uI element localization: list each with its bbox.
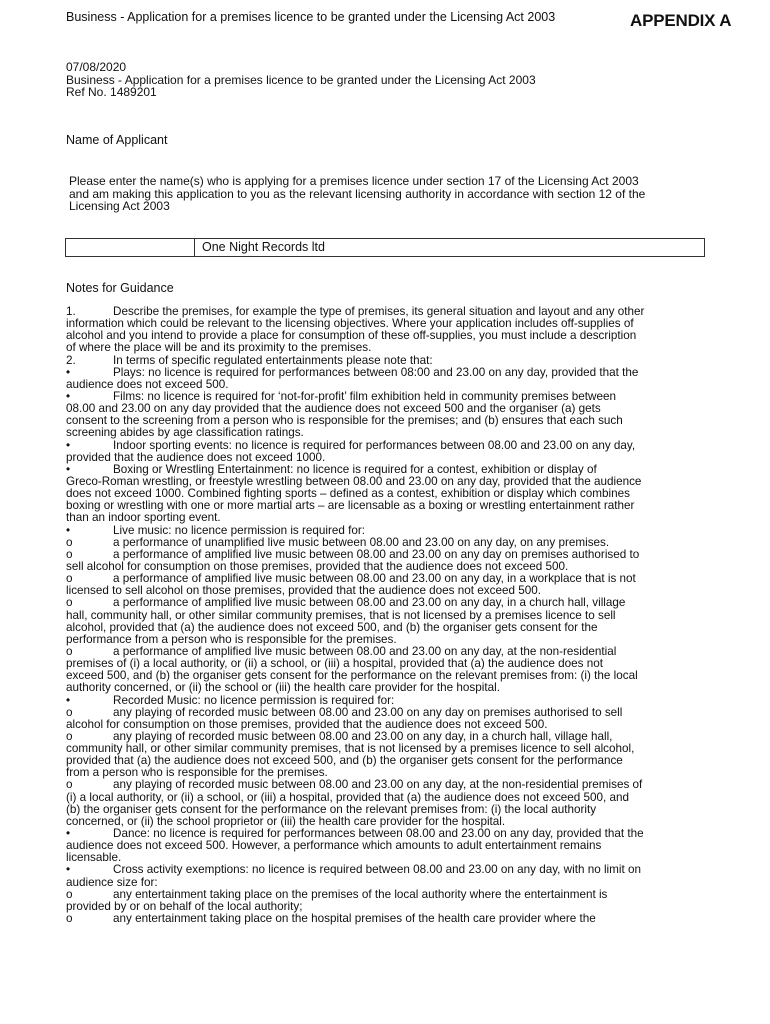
notes-line-text: boxing or wrestling with one or more martial arts – are licensable as a boxing or wrestling entertainment rather xyxy=(66,499,635,513)
document-meta xyxy=(66,61,536,99)
notes-line-text: a performance of unamplified live music between 08.00 and 23.00 on any day, on any premises. xyxy=(113,535,610,549)
sub-bullet-marker: o xyxy=(66,572,73,586)
notes-line-text: information which could be relevant to the licensing objectives. Where your application includes off-supplies of xyxy=(66,317,634,331)
notes-line-text: audience does not exceed 500. xyxy=(66,377,229,391)
notes-line-text: community hall, or other similar community premises, that is not licensed by a premises licence to sell alcohol, xyxy=(66,742,635,756)
notes-line-text: a performance of amplified live music between 08.00 and 23.00 on any day, at the non-residential xyxy=(113,644,617,658)
meta-date: 07/08/2020 xyxy=(66,60,127,74)
notes-line-text: any playing of recorded music between 08.00 and 23.00 on any day on premises authorised to sell xyxy=(113,705,623,719)
notes-line xyxy=(66,840,706,852)
notes-line-text: consent to the screening from a person who is responsible for the premises; and (b) ensures that each such xyxy=(66,414,623,428)
notes-line-text: audience size for: xyxy=(66,875,158,889)
meta-title: Business - Application for a premises licence to be granted under the Licensing Act 2003 xyxy=(66,72,536,87)
list-number: 2. xyxy=(66,353,76,367)
sub-bullet-marker: o xyxy=(66,644,73,658)
notes-line-text: Cross activity exemptions: no licence is required between 08.00 and 23.00 on any day, with no limit on xyxy=(113,863,641,877)
notes-line-text: any entertainment taking place on the premises of the local authority where the entertainment is xyxy=(113,887,608,901)
notes-line-text: Indoor sporting events: no licence is required for performances between 08.00 and 23.00 on any day, xyxy=(113,438,636,452)
notes-line-text: alcohol, provided that (a) the audience does not exceed 500, and (b) the organiser gets consent for the xyxy=(66,620,598,634)
sub-bullet-marker: o xyxy=(66,535,73,549)
notes-line-text: any playing of recorded music between 08.00 and 23.00 on any day, in a church hall, village hall, xyxy=(113,729,613,743)
bullet-marker: • xyxy=(66,523,71,537)
sub-bullet-marker: o xyxy=(66,547,73,561)
notes-line-text: Boxing or Wrestling Entertainment: no licence is required for a contest, exhibition or display of xyxy=(113,462,597,476)
sub-bullet-marker: o xyxy=(66,729,73,743)
notes-line-text: concerned, or (ii) the school proprietor or (iii) the health care provider for the hospital. xyxy=(66,814,506,828)
notes-line-text: 08.00 and 23.00 on any day provided that the audience does not exceed 500 and the organiser (a) gets xyxy=(66,402,601,416)
notes-line-text: In terms of specific regulated entertainments please note that: xyxy=(113,353,433,367)
notes-line-text: a performance of amplified live music between 08.00 and 23.00 on any day, in a church hall, village xyxy=(113,596,626,610)
notes-line-text: screening abides by age classification ratings. xyxy=(66,426,304,440)
notes-line-text: from a person who is responsible for the premises. xyxy=(66,766,328,780)
notes-line-text: of where the place will be and its proximity to the premises. xyxy=(66,341,372,355)
notes-line-text: alcohol and you intend to provide a place for consumption of these off-supplies, you must include a description xyxy=(66,329,637,343)
sub-bullet-marker: o xyxy=(66,596,73,610)
notes-line-text: licensed to sell alcohol on those premises, provided that the audience does not exceed 500. xyxy=(66,584,541,598)
sub-bullet-marker: o xyxy=(66,887,73,901)
notes-line-text: authority concerned, or (ii) the school or (iii) the health care provider for the hospital. xyxy=(66,681,500,695)
notes-line-text: a performance of amplified live music between 08.00 and 23.00 on any day, in a workplace that is not xyxy=(113,572,636,586)
bullet-marker: • xyxy=(66,389,71,403)
bullet-marker: • xyxy=(66,863,71,877)
notes-line-text: alcohol for consumption on those premises, provided that the audience does not exceed 500. xyxy=(66,717,548,731)
bullet-marker: • xyxy=(66,462,71,476)
document-header-title: Business - Application for a premises licence to be granted under the Licensing Act 2003 xyxy=(66,10,556,24)
applicant-name-value: One Night Records ltd xyxy=(202,240,325,254)
notes-line-text: hall, community hall, or other similar community premises, that is not licensed by a premises licence to sell xyxy=(66,608,616,622)
bullet-marker: • xyxy=(66,693,71,707)
applicant-section-heading: Name of Applicant xyxy=(66,133,168,147)
notes-line-text: any entertainment taking place on the hospital premises of the health care provider where the xyxy=(113,912,596,926)
notes-line-text: exceed 500, and (b) the organiser gets consent for the performance on the relevant premises from: (i) the local xyxy=(66,669,638,683)
notes-line-text: licensable. xyxy=(66,851,122,865)
notes-line-text: Live music: no licence permission is required for: xyxy=(113,523,366,537)
sub-bullet-marker: o xyxy=(66,705,73,719)
instruction-line: Licensing Act 2003 xyxy=(69,199,170,213)
bullet-marker: • xyxy=(66,365,71,379)
notes-heading: Notes for Guidance xyxy=(66,281,174,295)
notes-line-text: Plays: no licence is required for performances between 08:00 and 23.00 on any day, provided that the xyxy=(113,365,639,379)
notes-line-text: sell alcohol for consumption on those premises, provided that the audience does not exceed 500. xyxy=(66,559,569,573)
notes-line-text: (i) a local authority, or (ii) a school, or (iii) a hospital, provided that (a) the audience does not exceed 500, and xyxy=(66,790,630,804)
applicant-instructions xyxy=(69,175,709,213)
notes-line-text: any playing of recorded music between 08.00 and 23.00 on any day, at the non-residential premises of xyxy=(113,778,643,792)
notes-line-text: premises of (i) a local authority, or (ii) a school, or (iii) a hospital, provided that (a) the audience does not xyxy=(66,657,604,671)
notes-line-text: does not exceed 1000. Combined fighting sports – defined as a contest, exhibition or display which combines xyxy=(66,487,630,501)
notes-line-text: provided by or on behalf of the local authority; xyxy=(66,899,303,913)
notes-line-text: Recorded Music: no licence permission is required for: xyxy=(113,693,395,707)
notes-line-text: (b) the organiser gets consent for the performance on the relevant premises from: (i) the local authority xyxy=(66,802,597,816)
sub-bullet-marker: o xyxy=(66,912,73,926)
instruction-line: and am making this application to you as the relevant licensing authority in accordance with section 12 of the xyxy=(69,186,646,201)
notes-line-text: provided that the audience does not exceed 1000. xyxy=(66,450,326,464)
notes-line-text: a performance of amplified live music between 08.00 and 23.00 on any day on premises authorised to xyxy=(113,547,640,561)
notes-body xyxy=(66,306,706,925)
notes-line xyxy=(66,864,706,876)
sub-bullet-marker: o xyxy=(66,778,73,792)
notes-line-text: Dance: no licence is required for performances between 08.00 and 23.00 on any day, provided that the xyxy=(113,827,644,841)
meta-ref-number: Ref No. 1489201 xyxy=(66,85,157,99)
applicant-name-table xyxy=(65,238,705,257)
bullet-marker: • xyxy=(66,827,71,841)
notes-line-text: Describe the premises, for example the type of premises, its general situation and layout and any other xyxy=(113,305,645,318)
notes-line xyxy=(66,913,706,925)
applicant-name-label-cell xyxy=(66,239,195,256)
notes-line-text: Greco-Roman wrestling, or freestyle wrestling between 08.00 and 23.00 on any day, provided that the audience xyxy=(66,474,642,488)
appendix-label: APPENDIX A xyxy=(630,11,732,30)
notes-line-text: performance from a person who is responsible for the premises. xyxy=(66,632,397,646)
notes-line-text: than an indoor sporting event. xyxy=(66,511,221,525)
bullet-marker: • xyxy=(66,438,71,452)
notes-line-text: Films: no licence is required for ‘not-for-profit’ film exhibition held in community premises between xyxy=(113,389,616,403)
notes-line-text: provided that (a) the audience does not exceed 500, and (b) the organiser gets consent for the performance xyxy=(66,754,623,768)
list-number: 1. xyxy=(66,305,76,318)
instruction-line: Please enter the name(s) who is applying for a premises licence under section 17 of the Licensing Act 2003 xyxy=(69,174,639,188)
notes-line-text: audience does not exceed 500. However, a performance which amounts to adult entertainment remains xyxy=(66,839,602,853)
